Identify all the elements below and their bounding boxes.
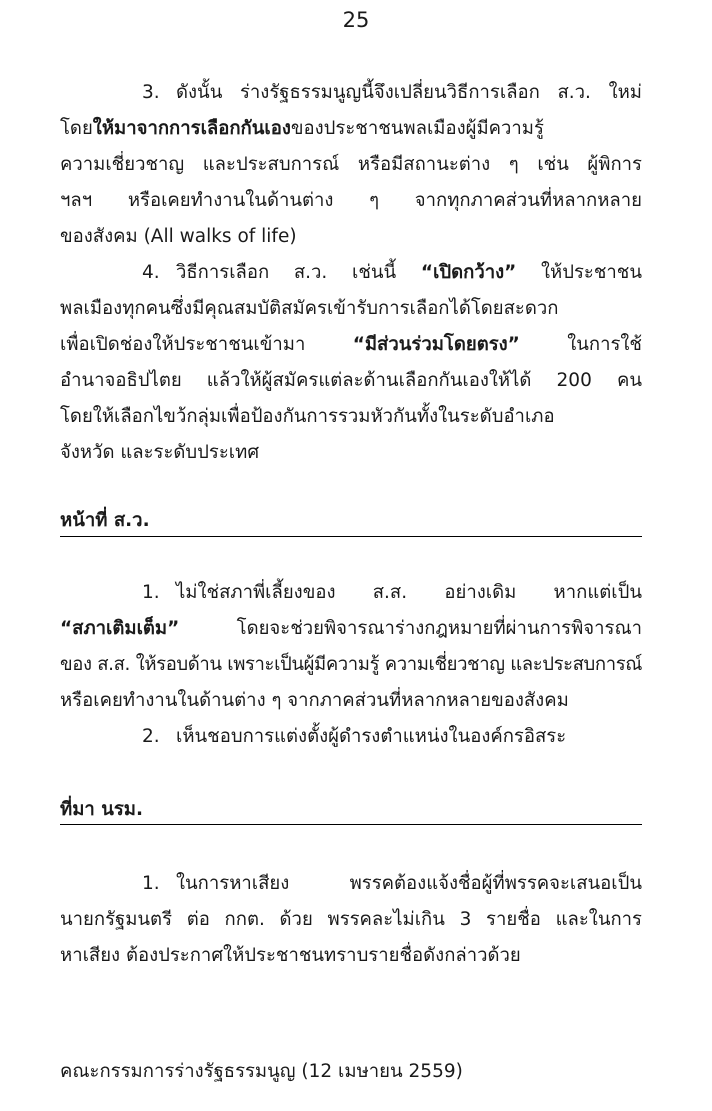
paragraph-item-3-line-5: ของสังคม (All walks of life) [60,226,297,247]
text-span: ในการหาเสียง พรรคต้องแจ้งชื่อผู้ที่พรรคจะเสนอเป็น [176,873,642,894]
paragraph-item-4-line-5: โดยให้เลือกไขว้กลุ่มเพื่อป้องกันการรวมหัวกันทั้งในระดับอำเภอ [60,406,555,427]
paragraph-item-3-line-3: ความเชี่ยวชาญ และประสบการณ์ หรือมีสถานะต่าง ๆ เช่น ผู้พิการ [60,154,642,175]
bold-emphasis: “เปิดกว้าง” [420,262,517,283]
item-number: 4. [142,262,160,283]
item-number: 2. [142,726,160,747]
paragraph-duty-2-line-1 [60,719,642,755]
text-span: ในการใช้ [519,334,642,355]
paragraph-duty-1-line-4: หรือเคยทำงานในด้านต่าง ๆ จากภาคส่วนที่หลากหลายของสังคม [60,690,569,711]
paragraph-item-4-line-6: จังหวัด และระดับประเทศ [60,442,260,463]
paragraph-duty-1-line-3: ของ ส.ส. ให้รอบด้าน เพราะเป็นผู้มีความรู้ ความเชี่ยวชาญ และประสบการณ์ [60,654,642,675]
item-number: 1. [142,582,160,603]
paragraph-pm-1-line-1 [60,866,642,902]
text-span: วิธีการเลือก ส.ว. เช่นนี้ [176,262,421,283]
item-number: 3. [142,82,160,103]
bold-emphasis: “สภาเติมเต็ม” [60,618,180,639]
section-senate-selection [60,75,642,471]
footer-source: คณะกรรมการร่างรัฐธรรมนูญ (12 เมษายน 2559) [60,1061,463,1082]
paragraph-item-4-line-3 [60,327,642,363]
section-divider [60,824,642,825]
item-number: 1. [142,873,160,894]
section-heading-senate-duties: หน้าที่ ส.ว. [60,510,150,531]
text-span: ให้ประชาชน [516,262,643,283]
text-span: เพื่อเปิดช่องให้ประชาชนเข้ามา [60,334,353,355]
page-number: 25 [342,8,370,32]
text-span: โดยจะช่วยพิจารณาร่างกฎหมายที่ผ่านการพิจารณา [179,618,642,639]
text-span: ไม่ใช่สภาพี่เลี้ยงของ ส.ส. อย่างเดิม หากแต่เป็น [176,582,642,603]
paragraph-item-4-line-2: พลเมืองทุกคนซึ่งมีคุณสมบัติสมัครเข้ารับการเลือกได้โดยสะดวก [60,298,559,319]
paragraph-item-3-line-2 [60,111,642,147]
paragraph-item-4-line-1 [60,255,642,291]
paragraph-duty-1-line-2 [60,611,642,647]
paragraph-item-3-line-1 [60,75,642,111]
paragraph-duty-1-line-1 [60,575,642,611]
text-span: ของประชาชนพลเมืองผู้มีความรู้ [290,118,544,139]
paragraph-pm-1-line-2: นายกรัฐมนตรี ต่อ กกต. ด้วย พรรคละไม่เกิน 3 รายชื่อ และในการ [60,909,642,930]
text-span: เห็นชอบการแต่งตั้งผู้ดำรงตำแหน่งในองค์กรอิสระ [176,726,567,747]
paragraph-pm-1-line-3: หาเสียง ต้องประกาศให้ประชาชนทราบรายชื่อดังกล่าวด้วย [60,945,521,966]
item-3-text: ดังนั้น ร่างรัฐธรรมนูญนี้จึงเปลี่ยนวิธีการเลือก ส.ว. ใหม่ [176,82,642,103]
section-divider [60,536,642,537]
paragraph-item-3-line-4: ฯลฯ หรือเคยทำงานในด้านต่าง ๆ จากทุกภาคส่วนที่หลากหลาย [60,190,642,211]
bold-emphasis: ให้มาจากการเลือกกันเอง [92,118,291,139]
bold-emphasis: “มีส่วนร่วมโดยตรง” [352,334,520,355]
section-pm-origin [60,866,642,974]
section-senate-duties [60,575,642,755]
section-heading-pm-origin: ที่มา นรม. [60,799,144,820]
paragraph-item-4-line-4: อำนาจอธิปไตย แล้วให้ผู้สมัครแต่ละด้านเลือกกันเองให้ได้ 200 คน [60,370,642,391]
text-span: โดย [60,118,93,139]
